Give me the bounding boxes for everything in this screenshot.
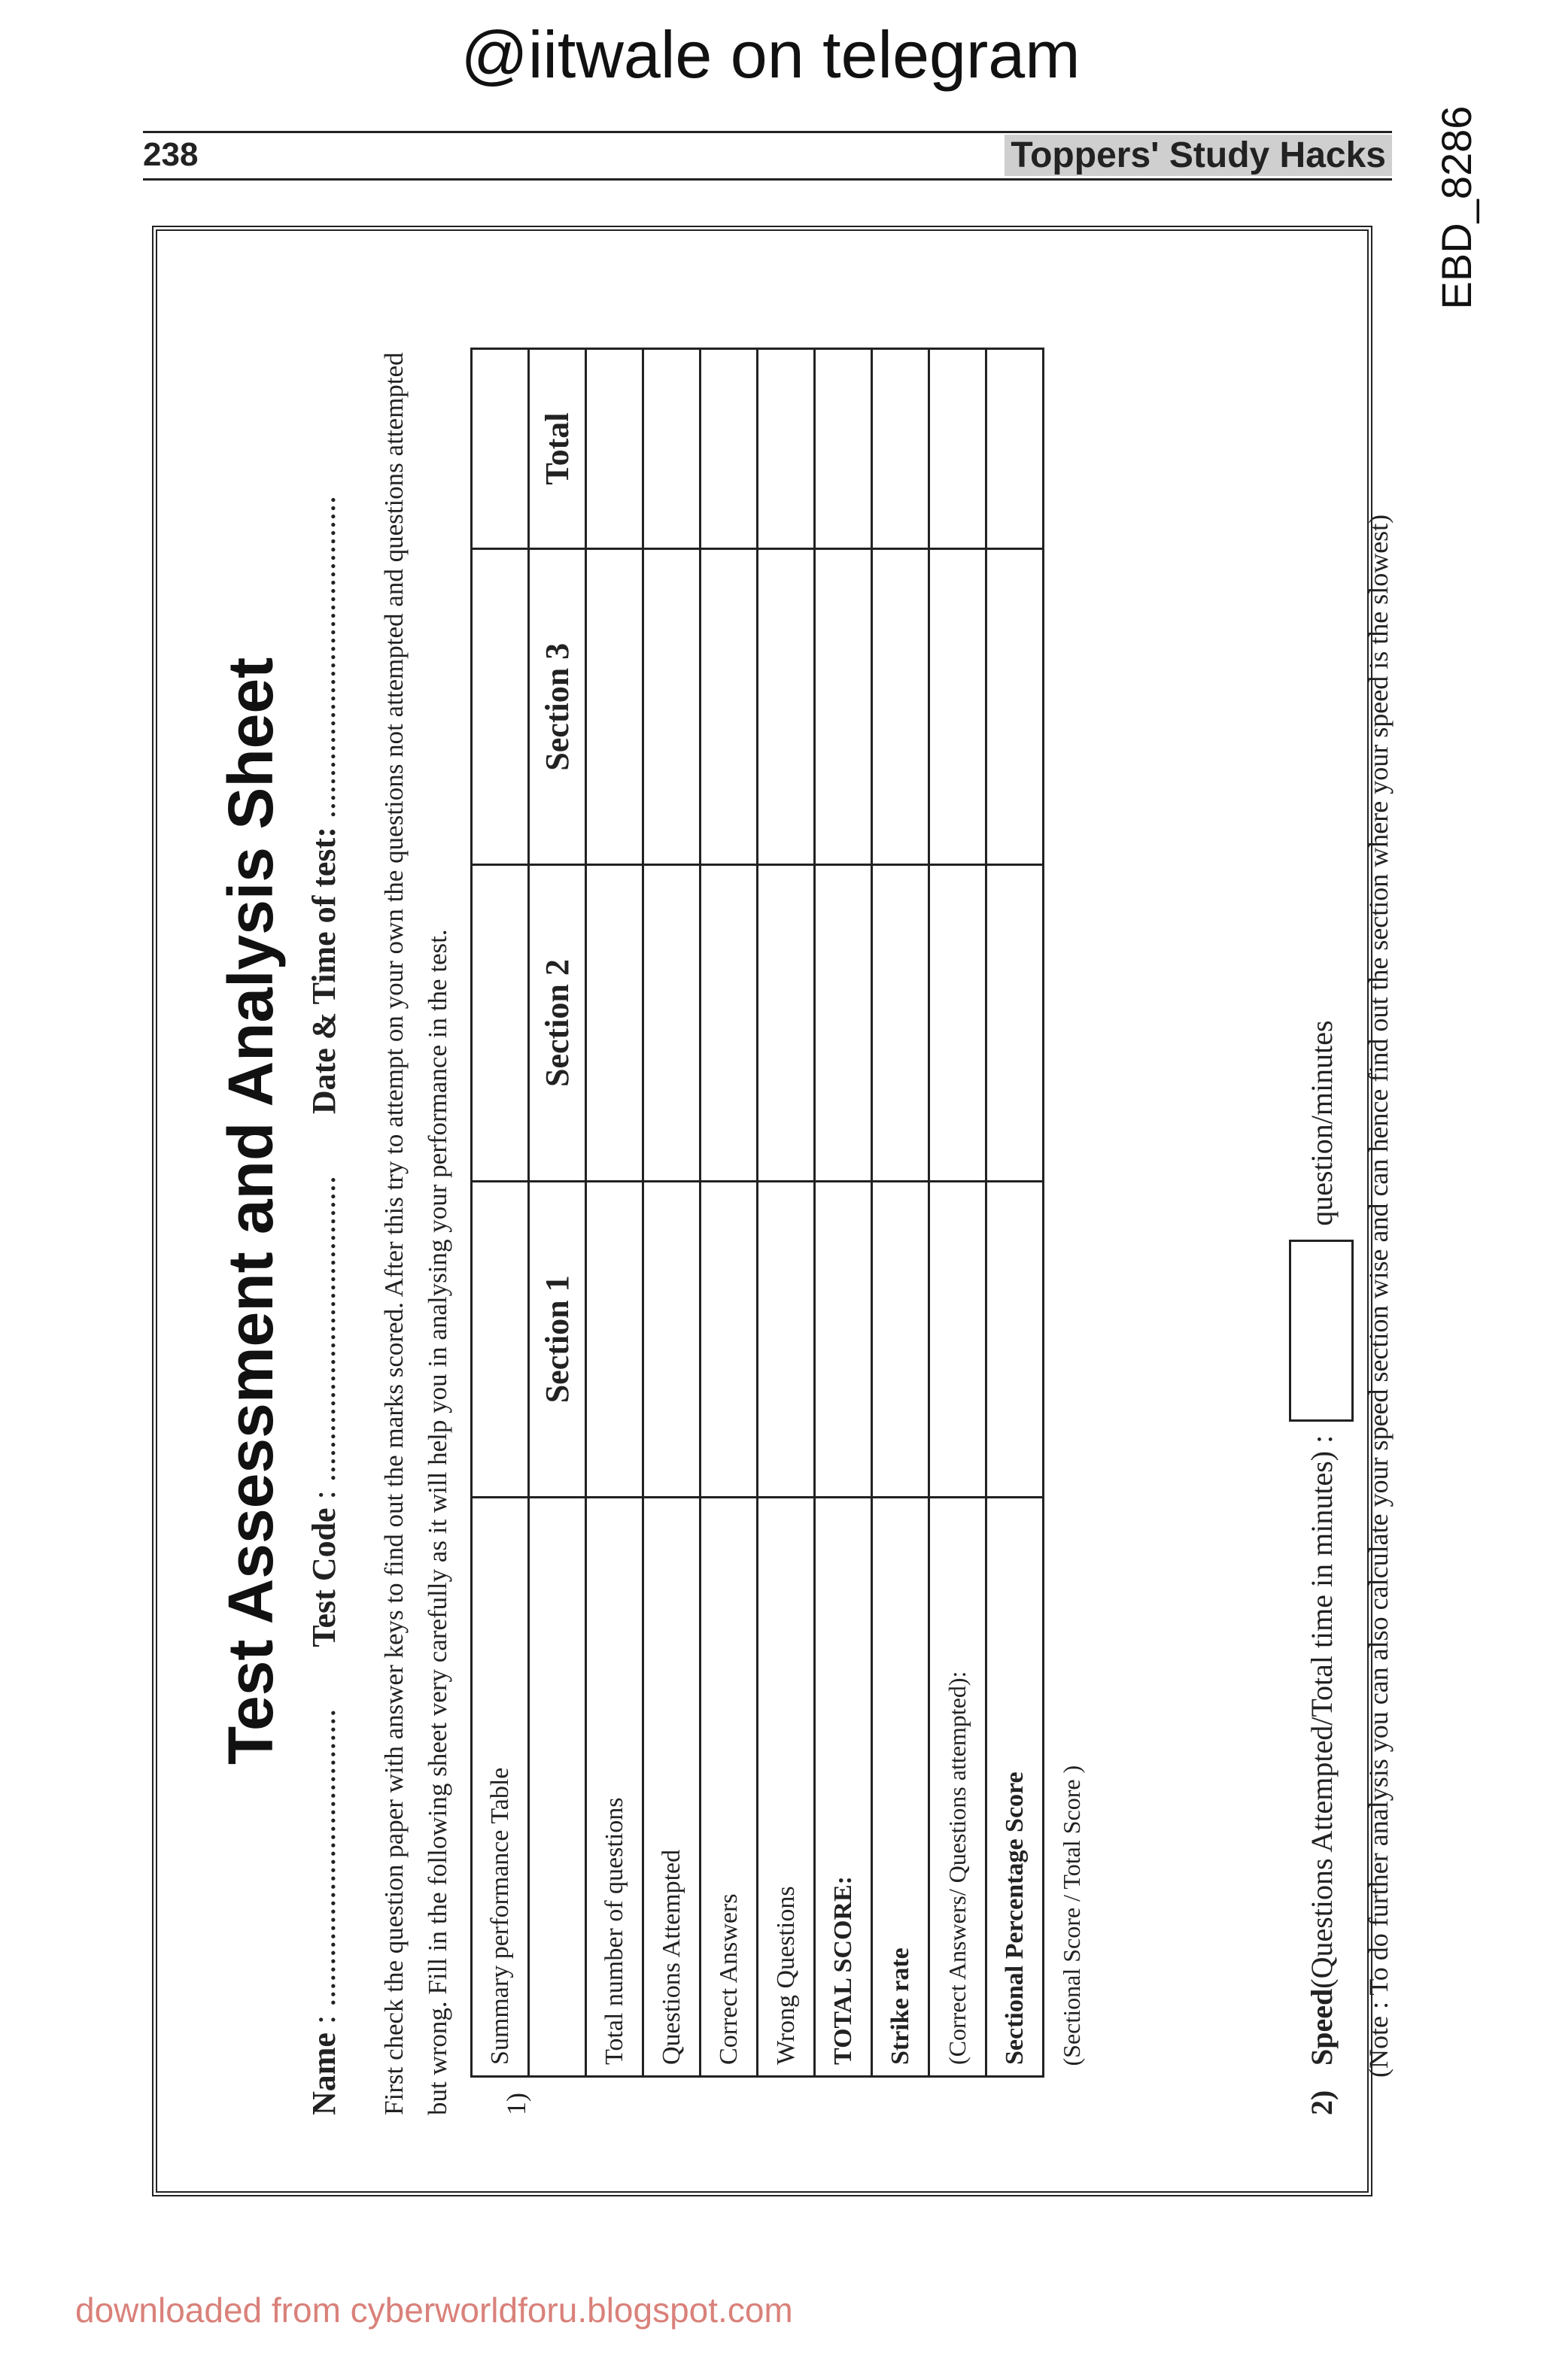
row-label: (Sectional Score / Total Score )	[1057, 1765, 1085, 2066]
table-cell[interactable]	[758, 1181, 815, 1497]
table-cell[interactable]	[643, 865, 701, 1181]
table-cell[interactable]	[929, 1181, 986, 1497]
table-cell[interactable]	[586, 549, 643, 865]
table-cell[interactable]	[586, 1181, 643, 1497]
table-cell[interactable]	[815, 349, 872, 549]
rotated-content	[175, 248, 1394, 2174]
row-label: TOTAL SCORE:	[815, 1498, 872, 2077]
table-cell	[472, 1181, 529, 1497]
row-label: Sectional Percentage Score	[986, 1498, 1044, 2077]
column-header: Section 2	[529, 865, 586, 1181]
table-cell[interactable]	[643, 349, 701, 549]
table-cell	[472, 349, 529, 549]
table-cell	[472, 549, 529, 865]
table-row	[872, 349, 929, 2077]
row-label: Questions Attempted	[643, 1498, 701, 2077]
speed-input-box[interactable]	[1289, 1240, 1354, 1422]
table-cell[interactable]	[872, 349, 929, 549]
table-cell[interactable]	[872, 865, 929, 1181]
table-cell[interactable]	[929, 865, 986, 1181]
speed-label: Speed	[1304, 1988, 1339, 2066]
speed-unit: question/minutes	[1304, 1020, 1339, 1226]
page-header	[143, 131, 1392, 181]
row-label: Wrong Questions	[758, 1498, 815, 2077]
speed-row	[1289, 1020, 1354, 2115]
table-row	[586, 349, 643, 2077]
table-cell	[1044, 349, 1099, 549]
table-cell[interactable]	[872, 1181, 929, 1497]
name-label: Name	[305, 2032, 342, 2115]
table-cell[interactable]	[701, 349, 758, 549]
table-cell	[472, 865, 529, 1181]
test-code-label: Test Code	[305, 1507, 342, 1647]
table-row	[929, 349, 986, 2077]
table-cell[interactable]	[701, 865, 758, 1181]
table-cell[interactable]	[586, 865, 643, 1181]
table-caption: Summary performance Table	[472, 1498, 529, 2077]
column-header: Section 1	[529, 1181, 586, 1497]
table-cell[interactable]	[986, 865, 1044, 1181]
table-cell[interactable]	[701, 1181, 758, 1497]
table-row	[986, 349, 1044, 2077]
analysis-note: (Note : To do further analysis you can also calculate your speed section wise and can hence find out the section where your speed is the slowest)	[1363, 514, 1394, 2078]
table-cell[interactable]	[643, 1181, 701, 1497]
name-field[interactable]: : ....................................	[305, 1708, 342, 2033]
table-cell[interactable]	[758, 349, 815, 549]
assessment-sheet	[152, 226, 1394, 2196]
table-cell[interactable]	[986, 349, 1044, 549]
performance-table	[470, 348, 1099, 2078]
date-time-field[interactable]: .......................................	[305, 496, 342, 827]
table-cell[interactable]	[815, 549, 872, 865]
row-label: (Correct Answers/ Questions attempted):	[929, 1498, 986, 2077]
sheet-title: Test Assessment and Analysis Sheet	[215, 657, 286, 1765]
section1-number: 1)	[501, 2093, 531, 2115]
table-cell[interactable]	[815, 865, 872, 1181]
test-code-field[interactable]: : .....................................	[305, 1176, 342, 1508]
running-title: Toppers' Study Hacks	[1005, 135, 1392, 176]
table-cell[interactable]	[929, 549, 986, 865]
table-cell	[1044, 1181, 1099, 1497]
speed-number: 2)	[1304, 2090, 1339, 2115]
table-row	[815, 349, 872, 2077]
book-code: EBD_8286	[1433, 105, 1480, 310]
source-watermark: downloaded from cyberworldforu.blogspot.com	[75, 2290, 793, 2330]
table-row	[1044, 349, 1099, 2077]
table-cell[interactable]	[986, 549, 1044, 865]
speed-formula: (Questions Attempted/Total time in minutes) :	[1304, 1434, 1339, 1989]
table-cell	[1044, 865, 1099, 1181]
row-label: Strike rate	[872, 1498, 929, 2077]
table-cell[interactable]	[701, 549, 758, 865]
table-row	[472, 349, 529, 2077]
column-header: Total	[529, 349, 586, 549]
telegram-watermark: @iitwale on telegram	[460, 17, 1081, 92]
table-header-row	[529, 349, 586, 2077]
table-cell	[1044, 549, 1099, 865]
table-cell[interactable]	[586, 349, 643, 549]
table-cell[interactable]	[929, 349, 986, 549]
table-cell[interactable]	[872, 549, 929, 865]
page-number: 238	[143, 136, 199, 173]
row-label: Total number of questions	[586, 1498, 643, 2077]
table-cell[interactable]	[815, 1181, 872, 1497]
column-header: Section 3	[529, 549, 586, 865]
table-row	[643, 349, 701, 2077]
table-cell[interactable]	[986, 1181, 1044, 1497]
table-row	[758, 349, 815, 2077]
row-label: Correct Answers	[701, 1498, 758, 2077]
table-cell[interactable]	[758, 549, 815, 865]
table-cell[interactable]	[643, 549, 701, 865]
table-row	[701, 349, 758, 2077]
intro-paragraph: First check the question paper with answer keys to find out the marks scored. After this try to attempt on your own the questions not attempted and questions attempted but wrong. Fill in the following sheet very carefully as it will help you in analysing your performance in the test.	[379, 352, 452, 2115]
table-cell[interactable]	[758, 865, 815, 1181]
meta-line	[305, 496, 343, 2115]
table-cell	[529, 1498, 586, 2077]
date-time-label: Date & Time of test:	[305, 827, 342, 1115]
